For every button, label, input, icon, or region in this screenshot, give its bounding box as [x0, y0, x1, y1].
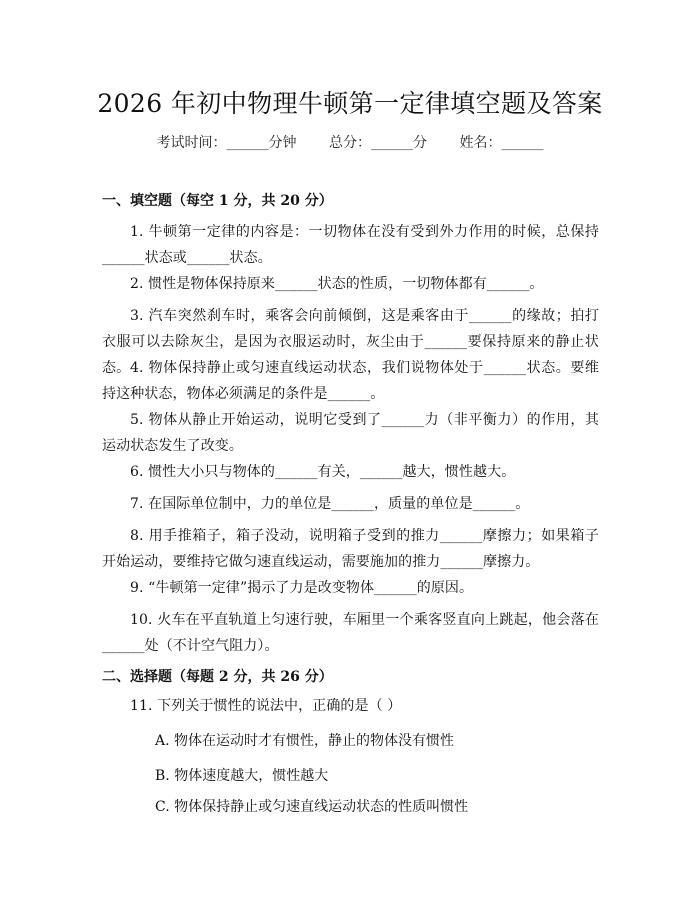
student-name: 姓名：______: [459, 135, 544, 151]
question-11: 11. 下列关于惯性的说法中，正确的是（ ）: [130, 698, 402, 714]
exam-time: 考试时间：______分钟: [156, 135, 297, 151]
exam-meta: [0, 132, 700, 152]
question-9: 9. “牛顿第一定律”揭示了力是改变物体______的原因。: [130, 580, 474, 596]
question-8: 8. 用手推箱子，箱子没动，说明箱子受到的推力______摩擦力；如果箱子开始运动，要维持它做匀速直线运动，需要施加的推力______摩擦力。: [102, 528, 599, 570]
question-3: 3. 汽车突然刹车时，乘客会向前倾倒，这是乘客由于______的缘故；拍打衣服可以去除灰尘，是因为衣服运动时，灰尘由于______要保持原来的静止状态。: [102, 308, 599, 376]
question-5: 5. 物体从静止开始运动，说明它受到了______力（非平衡力）的作用，其运动状态发生了改变。: [102, 412, 599, 454]
question-2: 2. 惯性是物体保持原来______状态的性质，一切物体都有______。: [130, 276, 544, 292]
section-heading-choice: 二、选择题（每题 2 分，共 26 分）: [102, 669, 333, 685]
question-11-option-b: B. 物体速度越大，惯性越大: [155, 768, 329, 784]
question-6: 6. 惯性大小只与物体的______有关，______越大，惯性越大。: [130, 464, 516, 480]
section-heading-fill-blank: 一、填空题（每空 1 分，共 20 分）: [102, 193, 333, 209]
question-4: 4. 物体保持静止或匀速直线运动状态，我们说物体处于______状态。要维持这种状态，物体必须满足的条件是______。: [102, 360, 599, 402]
question-1: 1. 牛顿第一定律的内容是：一切物体在没有受到外力作用的时候，总保持______状态或______状态。: [102, 224, 599, 266]
question-10: 10. 火车在平直轨道上匀速行驶，车厢里一个乘客竖直向上跳起，他会落在______处（不计空气阻力）。: [102, 612, 599, 654]
question-7: 7. 在国际单位制中，力的单位是______，质量的单位是______。: [130, 496, 530, 512]
question-11-option-c: C. 物体保持静止或匀速直线运动状态的性质叫惯性: [155, 799, 469, 815]
exam-score: 总分：______分: [329, 135, 427, 151]
page-title: 2026 年初中物理牛顿第一定律填空题及答案: [97, 89, 603, 118]
question-11-option-a: A. 物体在运动时才有惯性，静止的物体没有惯性: [155, 733, 455, 749]
